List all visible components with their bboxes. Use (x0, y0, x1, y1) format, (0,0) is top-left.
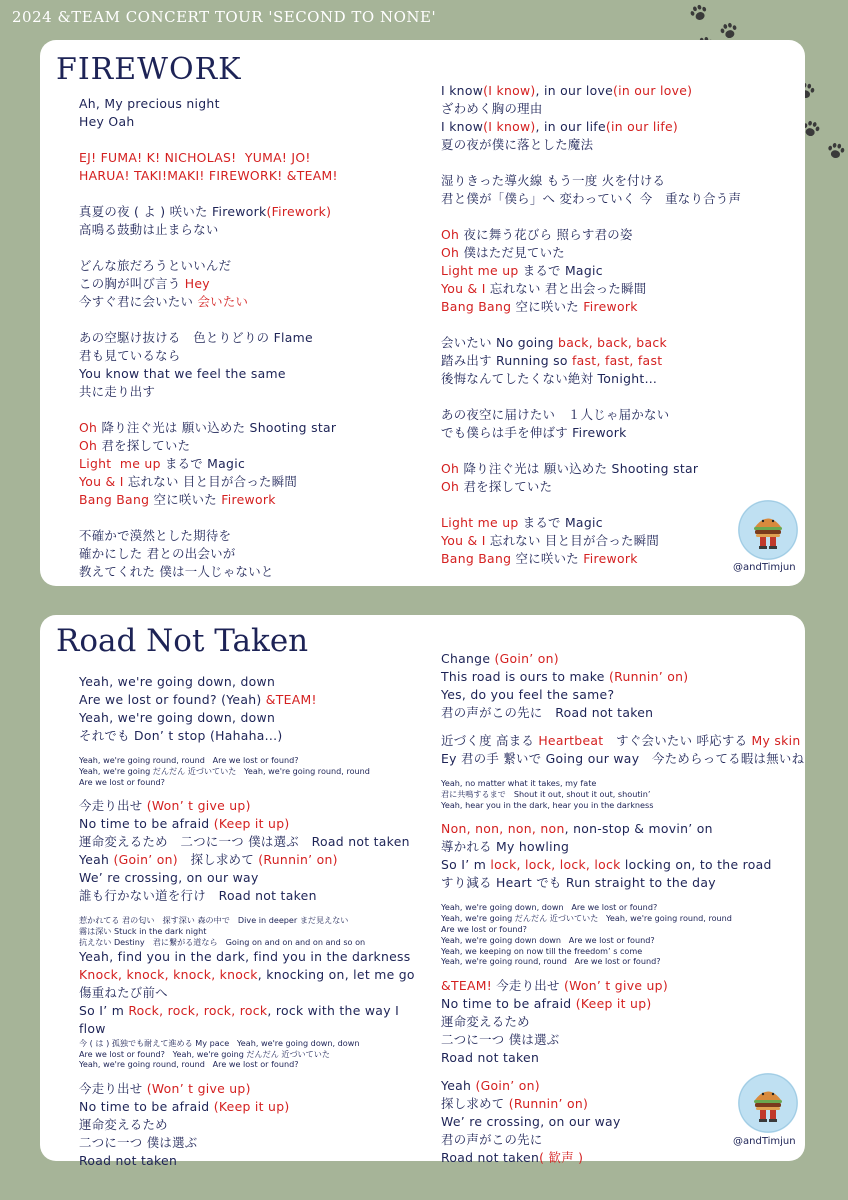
lyric-text: 君を探していた (459, 479, 553, 494)
lyric-line (79, 1134, 434, 1152)
lyric-line (441, 82, 801, 100)
lyric-line (441, 352, 801, 370)
lyric-highlight: Light me up (79, 456, 161, 471)
lyric-text: Yeah, find you in the dark, find you in the darkness (79, 948, 411, 964)
lyric-line (79, 1080, 434, 1098)
lyric-highlight: Knock, knock, knock, knock (79, 966, 258, 982)
lyric-text: Road not taken (441, 1150, 540, 1166)
stanza-gap (79, 311, 424, 329)
paw-print-icon (685, 0, 713, 27)
lyric-line (79, 545, 424, 563)
lyric-highlight: Non, non, non, non (441, 821, 565, 837)
lyric-line (441, 136, 801, 154)
lyric-line (441, 750, 803, 768)
stanza-gap (79, 131, 424, 149)
lyric-text: 忘れない 目と目が合った瞬間 (485, 533, 660, 548)
stanza-gap (441, 810, 803, 820)
lyric-line (441, 1049, 803, 1067)
lyric-text: 君を探していた (97, 438, 191, 453)
lyric-text: 降り注ぐ光は 願い込めた Shooting star (97, 420, 337, 435)
lyric-line: Yeah, we're going だんだん 近づいていた Yeah, we're going round, round (441, 913, 732, 924)
lyric-text: 共に走り出す (79, 384, 156, 399)
song-title: Road Not Taken (56, 623, 309, 659)
lyric-text: 教えてくれた 僕は一人じゃないと (79, 564, 274, 579)
lyric-highlight: lock, lock, lock, lock (490, 857, 621, 873)
lyric-line (79, 149, 424, 167)
lyric-text: Yes, do you feel the same? (441, 687, 615, 702)
lyric-text: まるで Magic (518, 263, 603, 278)
lyric-text: Yeah (441, 1078, 476, 1094)
lyric-line (79, 1116, 434, 1134)
lyric-line (79, 167, 424, 185)
lyric-line: 惹かれてる 君の匂い 探す深い 森の中で Dive in deeper まだ見えない (79, 915, 349, 926)
lyric-line (79, 887, 434, 905)
lyric-highlight: Firework (583, 299, 638, 314)
lyric-highlight: My skin (751, 733, 801, 748)
lyric-text: それでも Don’ t stop (Hahaha...) (79, 728, 283, 743)
lyric-text: Ah, My precious night (79, 96, 220, 111)
lyric-highlight: (Runnin’ on) (608, 669, 689, 684)
lyric-text: 運命変えるため 二つに一つ 僕は選ぶ Road not taken (79, 834, 410, 850)
lyric-highlight: Oh (441, 461, 460, 476)
lyric-text: 高鳴る鼓動は止まらない (79, 222, 219, 237)
lyric-line (79, 527, 424, 545)
lyric-highlight: (Runnin’ on) (258, 852, 338, 868)
stanza-gap (79, 905, 434, 915)
lyrics-left-column (79, 95, 424, 581)
lyric-text: 空に咲いた (511, 551, 584, 566)
lyric-text: 空に咲いた (511, 299, 584, 314)
lyric-line (79, 869, 434, 887)
lyric-highlight: (in our life) (605, 119, 679, 134)
lyric-highlight: Hey (184, 276, 210, 291)
lyric-highlight: Bang Bang (441, 299, 512, 314)
lyric-line (79, 365, 424, 383)
lyric-line (79, 1152, 434, 1170)
lyric-text: Road not taken (79, 1153, 178, 1169)
lyrics-left-column (79, 673, 434, 1170)
lyric-line (79, 383, 424, 401)
road-not-taken-lyrics-card (40, 615, 805, 1169)
lyric-line (441, 172, 801, 190)
lyric-line (441, 686, 803, 704)
lyric-highlight: (I know) (483, 83, 536, 98)
lyric-highlight: You & I (441, 281, 486, 296)
lyric-text: This road is ours to make (441, 669, 609, 684)
stanza-gap (441, 768, 803, 778)
lyric-highlight: Oh (79, 420, 98, 435)
lyric-text: So I’ m (441, 857, 491, 873)
lyrics-right-column (441, 82, 801, 568)
credit-handle: @andTimjun (733, 1136, 796, 1147)
lyric-text: 探し求めて (177, 852, 259, 868)
lyric-highlight: Oh (441, 245, 460, 260)
lyric-text: 降り注ぐ光は 願い込めた Shooting star (459, 461, 699, 476)
lyric-text: 近づく度 高まる (441, 733, 539, 748)
lyric-line (79, 851, 434, 869)
lyric-line (441, 100, 801, 118)
lyric-text: 君と僕が「僕ら」へ 変わっていく 今 重なり合う声 (441, 191, 742, 206)
credit-handle: @andTimjun (733, 562, 796, 573)
lyric-line (79, 257, 424, 275)
lyric-text: , non-stop & movin’ on (564, 821, 713, 837)
lyric-line: Yeah, we're going round, round Are we lost or found? (441, 956, 661, 967)
lyric-highlight: You & I (79, 474, 124, 489)
lyric-text: Ey 君の手 繋いで Going our way 今ためらってる暇は無いね (441, 751, 805, 766)
lyric-line: Are we lost or found? (441, 923, 527, 934)
lyric-highlight: You & I (441, 533, 486, 548)
lyric-line (441, 1031, 803, 1049)
lyric-line (79, 727, 434, 745)
lyric-text: 傷重ねたび前へ (79, 984, 168, 1000)
lyric-text: 会いたい No going (441, 335, 559, 350)
lyric-text: 君の声がこの先に Road not taken (441, 705, 654, 720)
lyric-highlight: Light me up (441, 515, 519, 530)
lyric-line: Yeah, we're going down, down Are we lost or found? (441, 902, 658, 913)
stanza-gap (441, 967, 803, 977)
lyric-line: Are we lost or found? (79, 776, 165, 787)
lyric-text: I know (441, 83, 484, 98)
lyric-highlight: Firework (583, 551, 638, 566)
lyric-text: 確かにした 君との出会いが (79, 546, 236, 561)
lyric-text: Yeah (79, 852, 114, 868)
lyric-text: 後悔なんてしたくない絶対 Tonight… (441, 371, 658, 386)
lyric-text: 導かれる My howling (441, 839, 570, 855)
lyric-line (441, 995, 803, 1013)
lyric-line (79, 221, 424, 239)
lyric-highlight: Rock, rock, rock, rock (128, 1002, 268, 1018)
lyric-line: Yeah, we keeping on now till the freedom’ s come (441, 945, 643, 956)
lyric-text: We’ re crossing, on our way (441, 1114, 621, 1130)
lyric-line (441, 704, 803, 722)
lyric-line: Yeah, hear you in the dark, hear you in the darkness (441, 799, 654, 810)
lyric-line (79, 966, 434, 984)
lyric-line (79, 329, 424, 347)
lyric-text: Yeah, we're going down, down (79, 674, 276, 689)
lyric-text: 湿りきった導火線 もう一度 火を付ける (441, 173, 666, 188)
stanza-gap (441, 208, 801, 226)
lyric-text: 今走り出せ (79, 798, 147, 814)
lyric-highlight: Bang Bang (79, 492, 150, 507)
lyric-text: Change (441, 651, 495, 666)
page-header: 2024 &TEAM CONCERT TOUR 'SECOND TO NONE' (12, 8, 437, 26)
lyric-line (441, 190, 801, 208)
lyric-line (441, 856, 803, 874)
lyric-highlight: EJ! FUMA! K! NICHOLAS! YUMA! JO! (79, 150, 311, 165)
lyric-text: 真夏の夜 ( よ ) 咲いた Firework (79, 204, 267, 219)
lyric-line (79, 203, 424, 221)
lyric-text: まるで Magic (518, 515, 603, 530)
lyric-highlight: &TEAM! (441, 978, 492, 994)
lyric-line (441, 1013, 803, 1031)
lyric-line (441, 1149, 803, 1167)
stanza-gap (441, 316, 801, 334)
lyric-text: 夏の夜が僕に落とした魔法 (441, 137, 594, 152)
lyric-highlight: Light me up (441, 263, 519, 278)
lyric-text: どんな旅だろうといいんだ (79, 258, 232, 273)
lyric-line: Yeah, we're going round, round Are we lost or found? (79, 755, 299, 765)
hamburger-logo-icon (738, 500, 798, 560)
lyric-text: Road not taken (441, 1050, 540, 1066)
lyric-highlight: Firework (221, 492, 276, 507)
lyric-highlight: 会いたい (197, 294, 249, 309)
lyric-text: 夜に舞う花びら 照らす君の姿 (459, 227, 633, 242)
stanza-gap (441, 722, 803, 732)
lyric-line: Yeah, we're going だんだん 近づいていた Yeah, we're going round, round (79, 765, 370, 776)
song-title: FIREWORK (56, 52, 242, 87)
lyric-highlight: (in our love) (613, 83, 693, 98)
lyric-highlight: (Goin’ on) (494, 651, 559, 666)
lyric-line (79, 347, 424, 365)
lyric-highlight: (I know) (483, 119, 536, 134)
firework-lyrics-card (40, 40, 805, 586)
lyric-highlight: Oh (441, 479, 460, 494)
lyric-line (441, 118, 801, 136)
lyric-line: 君に共鳴するまで Shout it out, shout it out, shoutin’ (441, 788, 651, 799)
lyric-text: , knocking on, let me go (257, 966, 415, 982)
lyric-text: 忘れない 目と目が合った瞬間 (123, 474, 298, 489)
lyric-highlight: &TEAM! (265, 692, 317, 707)
lyric-line (79, 691, 434, 709)
lyric-line (79, 1098, 434, 1116)
lyric-highlight: HARUA! TAKI!MAKI! FIREWORK! &TEAM! (79, 168, 338, 183)
lyric-line (441, 650, 803, 668)
lyric-highlight: (Keep it up) (575, 996, 652, 1012)
lyric-text: 運命変えるため (441, 1014, 530, 1030)
lyric-line (441, 820, 803, 838)
lyric-text: 探し求めて (441, 1096, 509, 1112)
lyric-line (441, 280, 801, 298)
lyric-line (79, 113, 424, 131)
stanza-gap (441, 154, 801, 172)
stanza-gap (79, 185, 424, 203)
lyric-text: 今走り出せ (79, 1081, 147, 1097)
lyric-text: flow (79, 1020, 106, 1036)
lyric-text: 今すぐ君に会いたい (79, 294, 198, 309)
lyric-line (79, 275, 424, 293)
lyric-line (79, 673, 434, 691)
lyric-highlight: (Won’ t give up) (146, 1081, 251, 1097)
lyric-line: 霧は深い Stuck in the dark night (79, 926, 207, 937)
lyric-text: 二つに一つ 僕は選ぶ (441, 1032, 560, 1048)
lyric-highlight: (Won’ t give up) (563, 978, 668, 994)
lyric-highlight: (Goin’ on) (113, 852, 178, 868)
lyric-line (79, 984, 434, 1002)
lyric-text: 今走り出せ (492, 978, 564, 994)
lyric-line (441, 874, 803, 892)
lyric-text: 踏み出す Running so (441, 353, 572, 368)
lyric-text: あの夜空に届けたい １人じゃ届かない (441, 407, 670, 422)
lyric-line (79, 833, 434, 851)
lyric-text: 空に咲いた (149, 492, 222, 507)
lyric-text: No time to be afraid (79, 816, 214, 832)
lyric-text: 君も見ているなら (79, 348, 181, 363)
lyric-text: まるで Magic (160, 456, 246, 471)
lyric-line (441, 460, 801, 478)
lyric-line (441, 977, 803, 995)
lyric-highlight: (Keep it up) (213, 816, 290, 832)
stanza-gap (79, 239, 424, 257)
lyric-text: I know (441, 119, 484, 134)
stanza-gap (79, 401, 424, 419)
lyric-line (441, 298, 801, 316)
lyric-line: Yeah, we're going down down Are we lost or found? (441, 934, 655, 945)
lyric-line (441, 226, 801, 244)
lyric-line (441, 244, 801, 262)
lyric-line (79, 491, 424, 509)
lyric-text: 二つに一つ 僕は選ぶ (79, 1135, 198, 1151)
lyric-text: Yeah, we're going down, down (79, 710, 276, 725)
lyric-line (79, 473, 424, 491)
lyric-highlight: back, back, back (558, 335, 667, 350)
lyric-line (441, 334, 801, 352)
lyric-text: 僕はただ見ていた (459, 245, 565, 260)
lyric-line (441, 478, 801, 496)
lyric-line (441, 262, 801, 280)
lyric-highlight: Heartbeat (538, 733, 604, 748)
stanza-gap (79, 1070, 434, 1080)
stanza-gap (441, 388, 801, 406)
lyric-line (79, 293, 424, 311)
lyric-text: すり減る Heart でも Run straight to the day (441, 875, 716, 891)
lyric-line (79, 419, 424, 437)
lyric-line (79, 815, 434, 833)
lyric-line (79, 455, 424, 473)
lyric-line (441, 668, 803, 686)
lyric-line (441, 838, 803, 856)
lyric-line (79, 1002, 434, 1020)
stanza-gap (79, 787, 434, 797)
paw-print-icon (823, 138, 848, 163)
lyric-line (79, 437, 424, 455)
lyric-highlight: fast, fast, fast (572, 353, 663, 368)
lyric-line: Are we lost or found? Yeah, we're going だんだん 近づいていた (79, 1048, 330, 1059)
lyric-line (79, 709, 434, 727)
stanza-gap (79, 745, 434, 755)
lyric-text: , in our life (535, 119, 606, 134)
lyric-highlight: (Firework) (266, 204, 332, 219)
lyric-text: You know that we feel the same (79, 366, 286, 381)
lyric-line: Yeah, we're going round, round Are we lost or found? (79, 1059, 299, 1070)
lyric-line (441, 406, 801, 424)
lyric-highlight: Oh (441, 227, 460, 242)
lyric-line: 今 ( は ) 孤独でも耐えて進める My pace Yeah, we're going down, down (79, 1037, 360, 1048)
lyric-text: No time to be afraid (441, 996, 576, 1012)
lyric-text: すぐ会いたい 呼応する (603, 733, 752, 748)
lyric-line: Yeah, no matter what it takes, my fate (441, 778, 597, 788)
lyric-text: あの空駆け抜ける 色とりどりの Flame (79, 330, 313, 345)
lyric-text: , in our love (535, 83, 614, 98)
lyric-text: ざわめく胸の理由 (441, 101, 543, 116)
lyric-text: 忘れない 君と出会った瞬間 (485, 281, 647, 296)
lyric-highlight: (Runnin’ on) (508, 1096, 589, 1112)
lyric-text: 誰も行かない道を行け Road not taken (79, 888, 317, 904)
lyric-highlight: Bang Bang (441, 551, 512, 566)
lyric-text: この胸が叫び言う (79, 276, 185, 291)
lyric-text: We’ re crossing, on our way (79, 870, 259, 886)
lyric-highlight: Oh (79, 438, 98, 453)
lyric-text: 不確かで漠然とした期待を (79, 528, 232, 543)
lyric-text: locking on, to the road (620, 857, 772, 873)
lyric-line (79, 948, 434, 966)
lyric-text: Hey Oah (79, 114, 135, 129)
lyric-line (441, 732, 803, 750)
lyric-text: No time to be afraid (79, 1099, 214, 1115)
hamburger-logo-icon (738, 1073, 798, 1133)
stanza-gap (441, 442, 801, 460)
stanza-gap (79, 509, 424, 527)
lyric-text: でも僕らは手を伸ばす Firework (441, 425, 627, 440)
lyric-text: 君の声がこの先に (441, 1132, 543, 1148)
lyric-line: 抗えない Destiny 君に繋がる道なら Going on and on and on and so on (79, 936, 366, 947)
lyric-highlight: (Keep it up) (213, 1099, 290, 1115)
lyric-line (441, 370, 801, 388)
lyric-text: , rock with the way I (267, 1002, 400, 1018)
lyric-highlight: (Goin’ on) (475, 1078, 540, 1094)
lyric-text: So I’ m (79, 1002, 129, 1018)
lyric-line (441, 424, 801, 442)
lyric-line (79, 563, 424, 581)
lyric-line (79, 95, 424, 113)
stanza-gap (441, 892, 803, 902)
lyric-text: 運命変えるため (79, 1117, 168, 1133)
lyric-line (79, 797, 434, 815)
lyric-text: Are we lost or found? (Yeah) (79, 692, 266, 707)
lyric-highlight: ( 歓声 ) (539, 1150, 584, 1166)
lyric-line (79, 1020, 434, 1038)
lyric-highlight: (Won’ t give up) (146, 798, 251, 814)
